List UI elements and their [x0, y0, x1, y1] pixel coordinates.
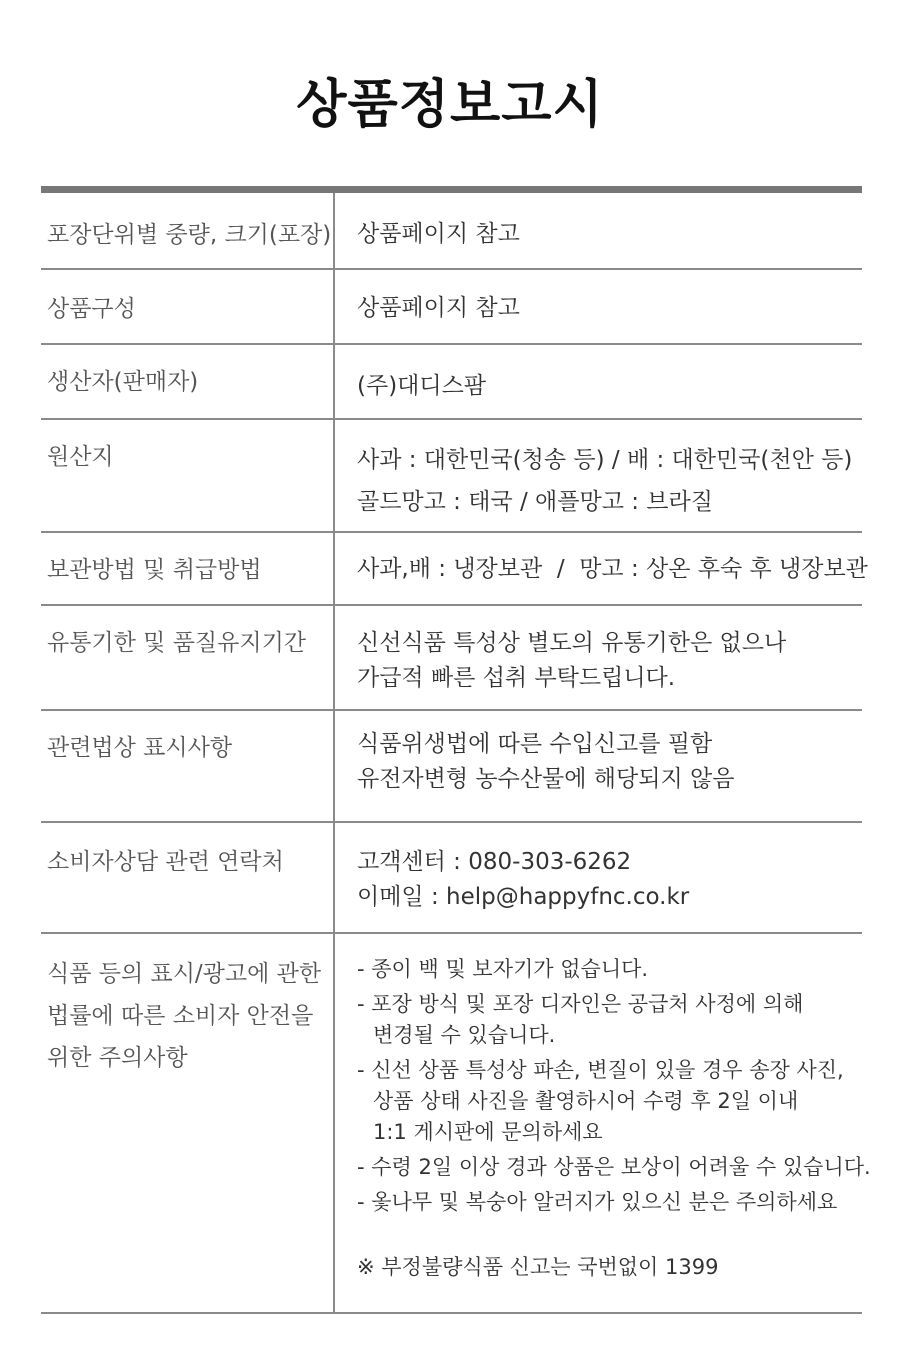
notice-line: - 종이 백 및 보자기가 없습니다.	[357, 957, 649, 981]
notice-item	[357, 989, 871, 1051]
row-value	[335, 420, 862, 531]
row-label: 관련법상 표시사항	[41, 711, 335, 821]
label-line: 식품 등의 표시/광고에 관한	[47, 961, 322, 987]
table-row-storage	[41, 533, 868, 606]
value-line: 신선식품 특성상 별도의 유통기한은 없으나	[357, 630, 787, 656]
row-value	[335, 533, 868, 604]
report-hotline: ※ 부정불량식품 신고는 국번없이 1399	[357, 1255, 719, 1279]
value-line: 상품페이지 참고	[357, 295, 520, 321]
notice-line: - 신선 상품 특성상 파손, 변질이 있을 경우 송장 사진,	[357, 1058, 844, 1082]
phone-line: 고객센터 : 080-303-6262	[357, 849, 632, 875]
table-row-package-size	[41, 193, 862, 270]
row-label: 포장단위별 중량, 크기(포장)	[41, 193, 335, 268]
value-line: 식품위생법에 따른 수입신고를 필함	[357, 731, 713, 757]
page-title: 상품정보고시	[296, 75, 604, 135]
table-row-composition	[41, 270, 862, 345]
table-row-contact	[41, 823, 862, 934]
table-row-safety-notice	[41, 934, 871, 1314]
notice-item	[357, 1152, 871, 1183]
notice-line: 상품 상태 사진을 촬영하시어 수령 후 2일 이내	[373, 1089, 799, 1113]
notice-list	[335, 934, 871, 1312]
table-row-producer	[41, 345, 862, 420]
row-value	[335, 823, 862, 932]
table-row-shelf-life	[41, 606, 862, 711]
value-line: (주)대디스팜	[357, 373, 487, 399]
row-value	[335, 345, 862, 418]
row-value	[335, 270, 862, 343]
row-value	[335, 606, 862, 709]
notice-line: - 수령 2일 이상 경과 상품은 보상이 어려울 수 있습니다.	[357, 1155, 871, 1179]
notice-line: 변경될 수 있습니다.	[373, 1023, 556, 1047]
notice-item	[357, 1055, 871, 1148]
row-label: 원산지	[41, 420, 335, 531]
notice-item	[357, 1187, 871, 1218]
notice-line: - 포장 방식 및 포장 디자인은 공급처 사정에 의해	[357, 992, 804, 1016]
row-label: 상품구성	[41, 270, 335, 343]
notice-item	[357, 954, 871, 985]
row-label: 보관방법 및 취급방법	[41, 533, 335, 604]
notice-line: 1:1 게시판에 문의하세요	[373, 1120, 603, 1144]
value-line: 사과 : 대한민국(청송 등) / 배 : 대한민국(천안 등)	[357, 447, 853, 473]
row-label	[41, 934, 335, 1312]
label-line: 위한 주의사항	[47, 1045, 188, 1071]
table-row-legal-notice	[41, 711, 862, 823]
row-value	[335, 193, 862, 268]
value-line: 유전자변형 농수산물에 해당되지 않음	[357, 766, 735, 792]
row-label: 유통기한 및 품질유지기간	[41, 606, 335, 709]
row-label: 소비자상담 관련 연락처	[41, 823, 335, 932]
value-line: 가급적 빠른 섭취 부탁드립니다.	[357, 665, 676, 691]
label-line: 법률에 따른 소비자 안전을	[47, 1003, 314, 1029]
value-line: 골드망고 : 태국 / 애플망고 : 브라질	[357, 489, 713, 515]
product-info-table	[41, 186, 871, 1314]
row-label: 생산자(판매자)	[41, 345, 335, 418]
table-row-origin	[41, 420, 862, 533]
value-line: 상품페이지 참고	[357, 221, 520, 247]
notice-line: - 옻나무 및 복숭아 알러지가 있으신 분은 주의하세요	[357, 1190, 838, 1214]
value-line: 사과,배 : 냉장보관 / 망고 : 상온 후숙 후 냉장보관	[357, 556, 868, 582]
row-value	[335, 711, 862, 821]
email-line: 이메일 : help@happyfnc.co.kr	[357, 884, 690, 910]
